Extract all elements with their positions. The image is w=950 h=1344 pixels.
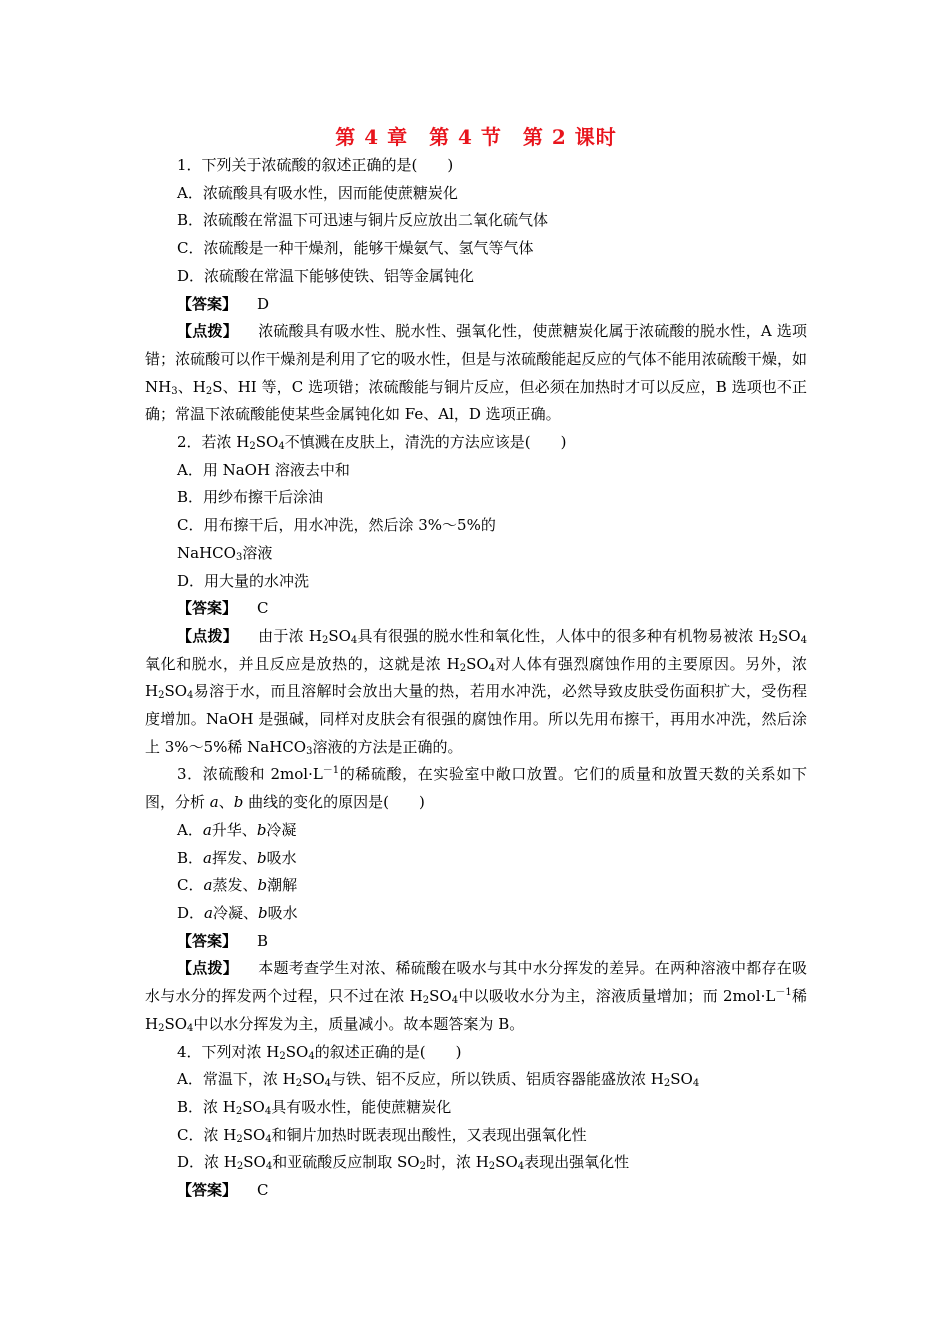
question-2-stem: 2．若浓 $H_2SO_4$不慎溅在皮肤上，清洗的方法应该是( ) (177, 433, 567, 453)
q1-answer (145, 291, 807, 319)
q3-option-c: C．a蒸发、b潮解 (177, 876, 298, 895)
q3-option-a: A．a升华、b冷凝 (177, 820, 297, 839)
q3-answer-value: B (257, 931, 269, 950)
question-3-stem: 3．浓硫酸和 $2mol\cdot L^{-1}$的稀硫酸，在实验室中敞口放置。它们的质量和放置天数的关系如下图，分析 a、b 曲线的变化的原因是( ) (145, 765, 807, 812)
q2-option-c: C．用布擦干后，用水冲洗，然后涂 3%～5%的 (177, 516, 496, 535)
q2-option-c-continued: NaHCO$_3$溶液 (177, 543, 273, 563)
q4-option-b: B．浓 $H_2SO_4$具有吸水性，能使蔗糖炭化 (177, 1097, 452, 1117)
question-4-stem: 4．下列对浓 $H_2SO_4$的叙述正确的是( ) (177, 1042, 462, 1062)
q4-answer-value: C (257, 1181, 269, 1200)
q2-answer-value: C (257, 599, 269, 618)
q3-option-d: D．a冷凝、b吸水 (177, 903, 298, 922)
q1-option-b: B．浓硫酸在常温下可迅速与铜片反应放出二氧化硫气体 (177, 211, 549, 230)
q1-option-c: C．浓硫酸是一种干燥剂，能够干燥氨气、氢气等气体 (177, 239, 534, 258)
q1-answer-value: D (257, 294, 270, 313)
q2-answer: 【答案】 C (177, 599, 269, 618)
q4-option-a: A．常温下，浓 $H_2SO_4$与铁、铝不反应，所以铁质、铝质容器能盛放浓 $H_2SO_4$ (177, 1070, 700, 1090)
q4-answer: 【答案】 C (177, 1181, 269, 1200)
q2-option-b: B．用纱布擦干后涂油 (177, 488, 324, 507)
q4-option-d: D．浓 $H_2SO_4$和亚硫酸反应制取 $SO_2$时，浓 $H_2SO_4$表现出强氧化性 (177, 1153, 630, 1173)
q3-option-b: B．a挥发、b吸水 (177, 848, 297, 867)
q1-explanation: 【点拨】 浓硫酸具有吸水性、脱水性、强氧化性，使蔗糖炭化属于浓硫酸的脱水性，A 选项错；浓硫酸可以作干燥剂是利用了它的吸水性，但是与浓硫酸能起反应的气体不能用浓硫酸干燥，如 $NH_3$、$H_2S$、HI 等，C 选项错；浓硫酸能与铜片反应，但必须在加热时才可以反应，B 选项也不正确；常温下浓硫酸能使某些金属钝化如 Fe、Al，D 选项正确。 (145, 322, 807, 424)
answer-label: 【答案】 (177, 294, 238, 313)
question-1-stem: 1．下列关于浓硫酸的叙述正确的是( ) (177, 156, 454, 174)
q2-explanation: 【点拨】 由于浓 $H_2SO_4$具有很强的脱水性和氧化性，人体中的很多种有机物易被浓 $H_2SO_4$氧化和脱水，并且反应是放热的，这就是浓 $H_2SO_4$对人体有强烈腐蚀作用的主要原因。另外，浓 $H_2SO_4$易溶于水，而且溶解时会放出大量的热，若用水冲洗，必然导致皮肤受伤面积扩大，受伤程度增加。NaOH 是强碱，同样对皮肤会有很强的腐蚀作用。所以先用布擦干，再用水冲洗，然后涂上 3%～5%稀 NaHCO$_3$溶液的方法是正确的。 (145, 626, 807, 757)
q2-option-d: D．用大量的水冲洗 (177, 571, 310, 590)
q3-explanation: 【点拨】 本题考查学生对浓、稀硫酸在吸水与其中水分挥发的差异。在两种溶液中都存在吸水与水分的挥发两个过程，只不过在浓 $H_2SO_4$中以吸收水分为主，溶液质量增加；而 $2mol\cdot L^{-1}$稀 $H_2SO_4$中以水分挥发为主，质量减小。故本题答案为 B。 (145, 959, 807, 1034)
q4-option-c: C．浓 $H_2SO_4$和铜片加热时既表现出酸性，又表现出强氧化性 (177, 1125, 587, 1145)
document-page (145, 124, 807, 1205)
q2-option-a: A．用 NaOH 溶液去中和 (177, 460, 350, 479)
explain-label: 【点拨】 (177, 322, 238, 341)
q1-option-d: D．浓硫酸在常温下能够使铁、铝等金属钝化 (177, 266, 475, 285)
q3-answer: 【答案】 B (177, 931, 269, 950)
q1-option-a: A．浓硫酸具有吸水性，因而能使蔗糖炭化 (177, 183, 458, 202)
page-title: 第 4 章 第 4 节 第 2 课时 (335, 125, 617, 149)
